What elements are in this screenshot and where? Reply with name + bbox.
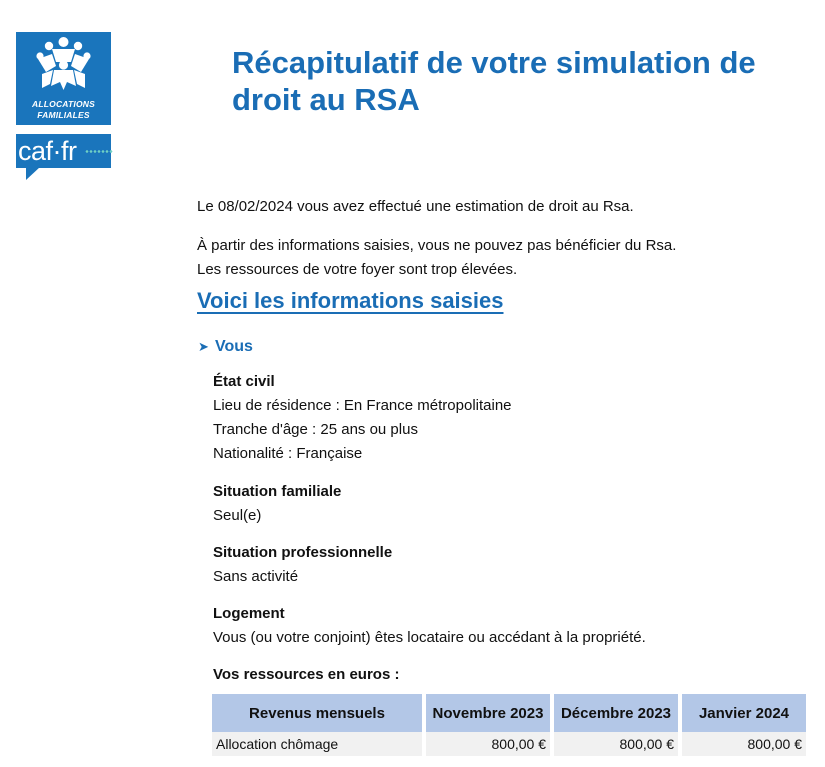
age-value: Tranche d'âge : 25 ans ou plus [213,421,418,438]
logo-text-familiales: FAMILIALES [37,110,90,120]
vous-heading [198,336,253,358]
estimation-date-text: Le 08/02/2024 vous avez effectué une estimation de droit au Rsa. [197,198,634,215]
situation-professionnelle-block [213,541,392,589]
situation-familiale-block [213,480,341,528]
etat-civil-block [213,370,512,466]
residence-value: Lieu de résidence : En France métropolitaine [213,397,512,414]
result-text-line2: Les ressources de votre foyer sont trop élevées. [197,261,518,278]
column-header-decembre: Décembre 2023 [554,694,678,732]
etat-civil-heading: État civil [213,373,275,390]
situation-professionnelle-heading: Situation professionnelle [213,544,393,561]
column-header-revenus: Revenus mensuels [212,694,422,732]
vous-heading-label: Vous [215,338,253,355]
situation-professionnelle-value: Sans activité [213,568,299,585]
row-value-novembre: 800,00 € [426,732,550,756]
result-text-line1: À partir des informations saisies, vous ne pouvez pas bénéficier du Rsa. [197,237,677,254]
row-label: Allocation chômage [212,732,422,756]
speech-tail-icon [16,167,40,181]
row-value-decembre: 800,00 € [554,732,678,756]
logo-text-allocations: ALLOCATIONS [32,99,95,109]
section-title: Voici les informations saisies [197,288,504,313]
ressources-heading: Vos ressources en euros : [213,666,400,683]
column-header-novembre: Novembre 2023 [426,694,550,732]
situation-familiale-value: Seul(e) [213,507,262,524]
arrow-bullet-icon: ➤ [198,339,209,354]
ressources-heading-block [213,663,399,687]
logement-block [213,602,646,650]
page-title: Récapitulatif de votre simulation de droit au RSA [232,45,756,117]
logement-heading: Logement [213,605,285,622]
table-header-row [212,694,806,732]
caf-fr-text: caf·fr [18,136,77,166]
ressources-table [208,694,810,756]
row-value-janvier: 800,00 € [682,732,806,756]
nationalite-value: Nationalité : Française [213,445,363,462]
caf-logo [16,32,111,125]
dotted-line-decoration [85,150,113,153]
table-row [212,732,806,756]
logement-value: Vous (ou votre conjoint) êtes locataire ou accédant à la propriété. [213,629,646,646]
column-header-janvier: Janvier 2024 [682,694,806,732]
situation-familiale-heading: Situation familiale [213,483,342,500]
